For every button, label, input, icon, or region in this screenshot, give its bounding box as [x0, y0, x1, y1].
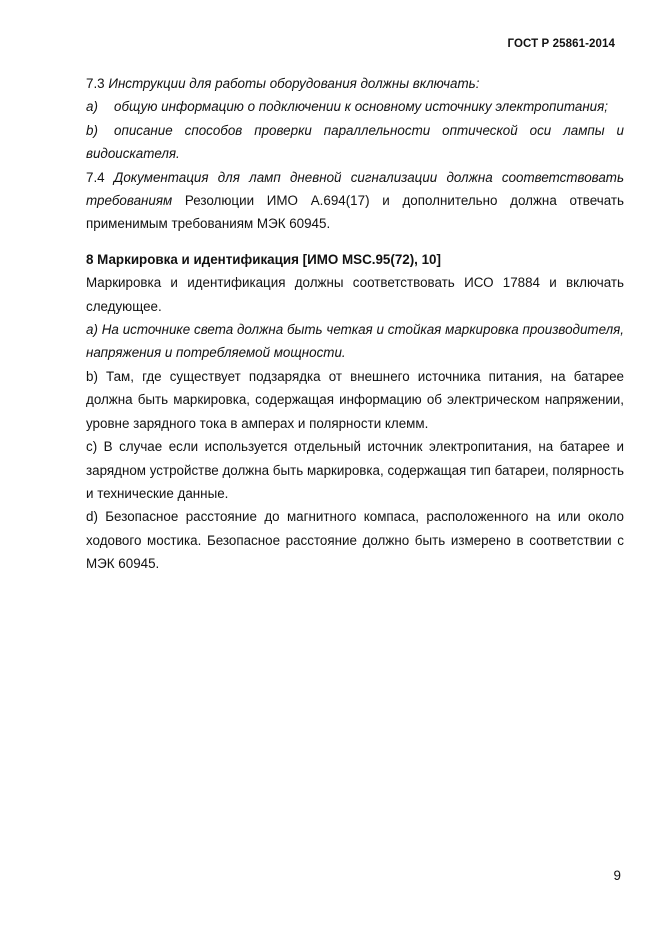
section-8-intro: Маркировка и идентификация должны соответствовать ИСО 17884 и включать следующее.	[86, 275, 624, 314]
clause-7-3-item-b	[86, 119, 624, 166]
section-8-item-a: а) На источнике света должна быть четкая и стойкая маркировка производителя, напряжения и потребляемой мощности.	[86, 322, 624, 361]
document-code: ГОСТ Р 25861-2014	[507, 38, 615, 50]
page-content	[86, 72, 624, 576]
clause-text: Резолюции ИМО А.694(17) и дополнительно должна отвечать применимым требованиям МЭК 60945.	[86, 193, 624, 232]
clause-7-3-intro	[86, 72, 624, 95]
clause-italic-text: Документация для ламп дневной сигнализации должна соответствовать требованиям	[86, 169, 624, 209]
item-label: a)	[86, 99, 98, 115]
section-8-item-c: c) В случае если используется отдельный источник электропитания, на батарее и зарядном устройстве должна быть маркировка, содержащая тип батареи, полярность и технические данные.	[86, 439, 624, 501]
clause-text: Инструкции для работы оборудования должны включать:	[108, 76, 480, 91]
clause-number: 7.4	[86, 169, 105, 185]
item-text: описание способов проверки параллельности оптической оси лампы и видоискателя.	[86, 122, 624, 162]
item-text: общую информацию о подключении к основному источнику электропитания;	[114, 99, 609, 115]
section-8-item-b: b) Там, где существует подзарядка от внешнего источника питания, на батарее должна быть маркировка, содержащая информацию об электрическом напряжении, уровне зарядного тока в амперах и полярности клемм.	[86, 368, 624, 431]
section-8-item-d: d) Безопасное расстояние до магнитного компаса, расположенного на или около ходового мостика. Безопасное расстояние должно быть измерено в соответствии с МЭК 60945.	[86, 509, 624, 572]
section-8-title: 8 Маркировка и идентификация [ИМО MSC.95(72), 10]	[86, 251, 441, 267]
page-number: 9	[613, 868, 621, 883]
clause-7-3-item-a	[86, 95, 624, 118]
item-label: b)	[86, 122, 98, 138]
spacer	[86, 236, 624, 248]
clause-7-4	[86, 166, 624, 236]
clause-number: 7.3	[86, 76, 105, 91]
